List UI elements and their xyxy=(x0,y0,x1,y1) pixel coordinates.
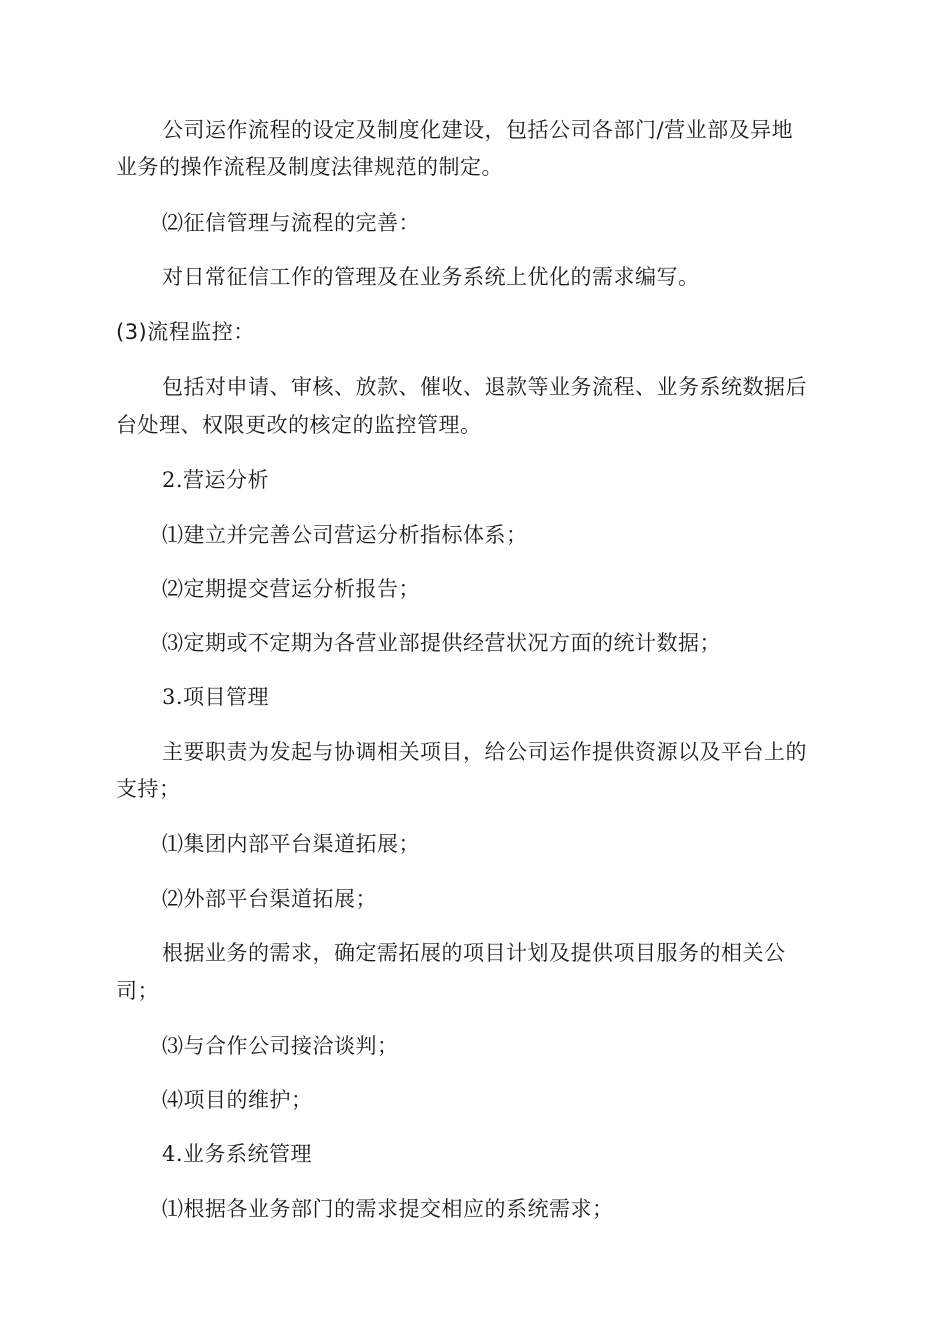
paragraph-monitoring-scope-line-1: 包括对申请、审核、放款、催收、退款等业务流程、业务系统数据后 xyxy=(162,375,807,399)
item-partner-negotiation: ⑶与合作公司接洽谈判； xyxy=(162,1034,399,1058)
paragraph-project-duties-line-1: 主要职责为发起与协调相关项目，给公司运作提供资源以及平台上的 xyxy=(162,740,807,764)
heading-business-systems: 4.业务系统管理 xyxy=(162,1142,313,1166)
heading-operations-analysis: 2.营运分析 xyxy=(162,468,270,492)
paragraph-project-plan-line-2: 司； xyxy=(116,979,159,1003)
item-process-monitoring: (3)流程监控： xyxy=(116,320,255,344)
item-internal-channels: ⑴集团内部平台渠道拓展； xyxy=(162,832,420,856)
item-external-channels: ⑵外部平台渠道拓展； xyxy=(162,887,377,911)
heading-project-management: 3.项目管理 xyxy=(162,685,270,709)
paragraph-project-duties-line-2: 支持； xyxy=(116,777,181,801)
item-system-requirements: ⑴根据各业务部门的需求提交相应的系统需求； xyxy=(162,1197,614,1221)
paragraph-credit-requirements: 对日常征信工作的管理及在业务系统上优化的需求编写。 xyxy=(162,265,700,289)
item-credit-management: ⑵征信管理与流程的完善： xyxy=(162,211,420,235)
item-project-maintenance: ⑷项目的维护； xyxy=(162,1088,313,1112)
paragraph-project-plan-line-1: 根据业务的需求，确定需拓展的项目计划及提供项目服务的相关公 xyxy=(162,941,786,965)
paragraph-process-setup-line-1: 公司运作流程的设定及制度化建设，包括公司各部门/营业部及异地 xyxy=(162,118,794,142)
item-statistics: ⑶定期或不定期为各营业部提供经营状况方面的统计数据； xyxy=(162,631,721,655)
paragraph-process-setup-line-2: 业务的操作流程及制度法律规范的制定。 xyxy=(116,155,503,179)
item-analysis-reports: ⑵定期提交营运分析报告； xyxy=(162,577,420,601)
item-analysis-indicators: ⑴建立并完善公司营运分析指标体系； xyxy=(162,523,528,547)
paragraph-monitoring-scope-line-2: 台处理、权限更改的核定的监控管理。 xyxy=(116,413,482,437)
